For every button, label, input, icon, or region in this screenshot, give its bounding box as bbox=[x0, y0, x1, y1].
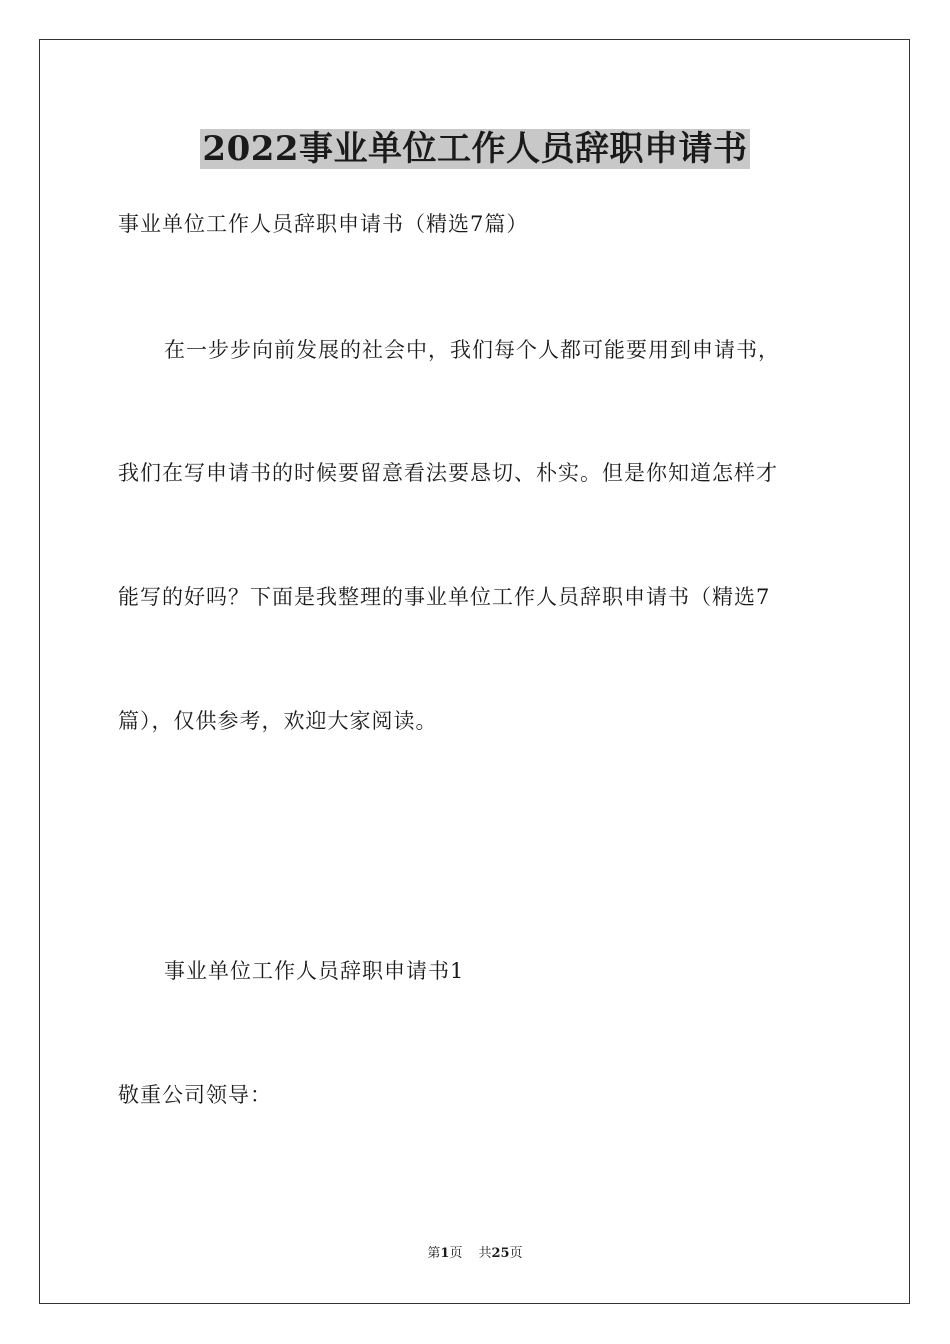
page-footer bbox=[0, 1246, 950, 1262]
page-prefix: 第 bbox=[427, 1246, 441, 1261]
intro-paragraph-line-1: 在一步步向前发展的社会中，我们每个人都可能要用到申请书， bbox=[164, 338, 780, 362]
total-suffix: 页 bbox=[509, 1246, 523, 1261]
total-prefix: 共 bbox=[478, 1246, 492, 1261]
document-title-text: 2022事业单位工作人员辞职申请书 bbox=[202, 129, 748, 169]
intro-paragraph-line-4: 篇），仅供参考，欢迎大家阅读。 bbox=[118, 709, 438, 733]
page-number: 1 bbox=[440, 1246, 450, 1261]
page-suffix: 页 bbox=[449, 1246, 463, 1261]
document-title bbox=[0, 128, 950, 170]
section-heading: 事业单位工作人员辞职申请书1 bbox=[164, 959, 465, 983]
intro-paragraph-line-2: 我们在写申请书的时候要留意看法要恳切、朴实。但是你知道怎样才 bbox=[118, 461, 778, 485]
intro-paragraph-line-3: 能写的好吗？下面是我整理的事业单位工作人员辞职申请书（精选7 bbox=[118, 585, 771, 609]
total-pages: 25 bbox=[491, 1246, 510, 1261]
document-subtitle: 事业单位工作人员辞职申请书（精选7篇） bbox=[118, 212, 529, 236]
salutation: 敬重公司领导： bbox=[118, 1083, 272, 1107]
